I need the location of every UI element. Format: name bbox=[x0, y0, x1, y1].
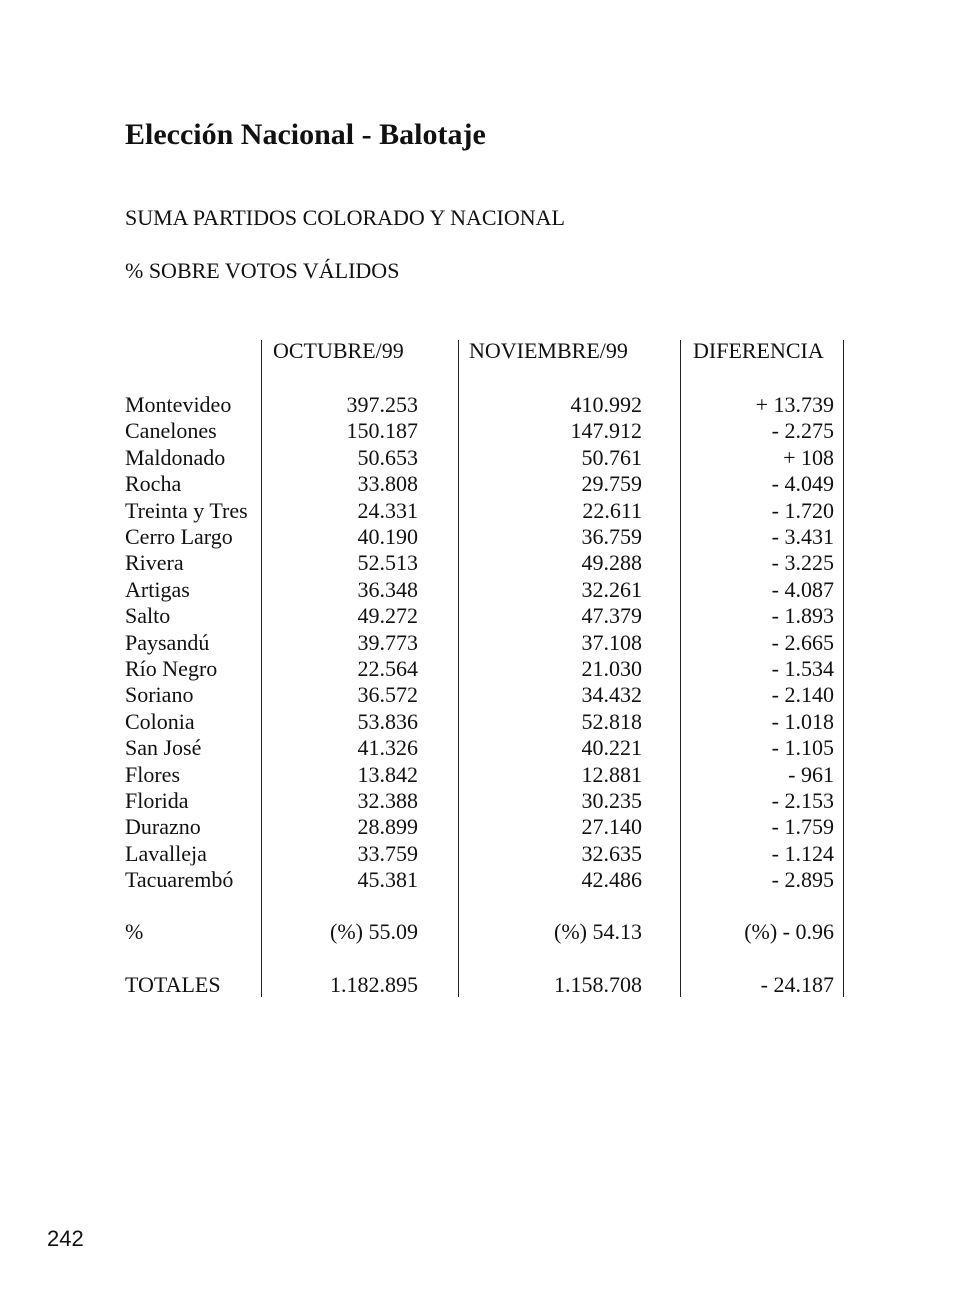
table-row bbox=[0, 867, 964, 893]
column-header-noviembre: NOVIEMBRE/99 bbox=[469, 338, 628, 363]
noviembre-cell: 27.140 bbox=[581, 814, 642, 840]
table-row bbox=[0, 735, 964, 761]
table-row bbox=[0, 762, 964, 788]
noviembre-cell: 49.288 bbox=[581, 550, 642, 576]
octubre-cell: 40.190 bbox=[357, 524, 418, 549]
page-number: 242 bbox=[47, 1226, 84, 1251]
noviembre-cell: 52.818 bbox=[581, 708, 642, 734]
department-cell: % bbox=[125, 919, 144, 944]
octubre-cell: 52.513 bbox=[357, 550, 418, 576]
octubre-cell: 13.842 bbox=[357, 761, 418, 787]
diferencia-cell: - 2.275 bbox=[771, 418, 834, 444]
octubre-cell: 32.388 bbox=[357, 788, 418, 813]
department-cell: Treinta y Tres bbox=[125, 497, 248, 523]
table-unit-note: % SOBRE VOTOS VÁLIDOS bbox=[125, 258, 400, 283]
diferencia-cell: - 961 bbox=[788, 761, 834, 787]
department-cell: Durazno bbox=[125, 814, 201, 840]
diferencia-cell: - 2.665 bbox=[771, 629, 834, 655]
column-header-octubre: OCTUBRE/99 bbox=[273, 338, 404, 363]
diferencia-cell: (%) - 0.96 bbox=[744, 919, 834, 944]
diferencia-cell: - 2.895 bbox=[771, 867, 834, 893]
department-cell: Flores bbox=[125, 761, 180, 787]
noviembre-cell: 36.759 bbox=[581, 524, 642, 549]
diferencia-cell: - 1.759 bbox=[771, 814, 834, 840]
department-cell: Canelones bbox=[125, 418, 217, 444]
octubre-cell: 397.253 bbox=[346, 392, 418, 417]
noviembre-cell: 410.992 bbox=[570, 392, 642, 417]
octubre-cell: 45.381 bbox=[357, 867, 418, 893]
table-row bbox=[0, 550, 964, 576]
noviembre-cell: 30.235 bbox=[581, 788, 642, 813]
table-row bbox=[0, 471, 964, 497]
column-header-diferencia: DIFERENCIA bbox=[693, 338, 824, 363]
noviembre-cell: (%) 54.13 bbox=[554, 919, 642, 944]
noviembre-cell: 147.912 bbox=[570, 418, 642, 444]
table-row bbox=[0, 788, 964, 814]
diferencia-cell: - 2.153 bbox=[771, 788, 834, 813]
noviembre-cell: 1.158.708 bbox=[554, 972, 642, 997]
department-cell: Rivera bbox=[125, 550, 184, 576]
diferencia-cell: - 24.187 bbox=[760, 972, 834, 997]
table-row bbox=[0, 498, 964, 524]
table-row bbox=[0, 814, 964, 840]
department-cell: Río Negro bbox=[125, 656, 218, 681]
diferencia-cell: - 1.534 bbox=[771, 656, 834, 681]
department-cell: Montevideo bbox=[125, 392, 232, 417]
octubre-cell: 53.836 bbox=[357, 708, 418, 734]
octubre-cell: (%) 55.09 bbox=[330, 919, 418, 944]
department-cell: Florida bbox=[125, 788, 189, 813]
noviembre-cell: 32.635 bbox=[581, 840, 642, 866]
octubre-cell: 33.808 bbox=[357, 471, 418, 497]
octubre-cell: 22.564 bbox=[357, 656, 418, 681]
table-row bbox=[0, 682, 964, 708]
noviembre-cell: 32.261 bbox=[581, 576, 642, 602]
octubre-cell: 28.899 bbox=[357, 814, 418, 840]
octubre-cell: 36.348 bbox=[357, 576, 418, 602]
diferencia-cell: + 108 bbox=[783, 444, 834, 470]
table-row bbox=[0, 418, 964, 444]
octubre-cell: 36.572 bbox=[357, 682, 418, 708]
department-cell: Rocha bbox=[125, 471, 182, 497]
noviembre-cell: 42.486 bbox=[581, 867, 642, 893]
diferencia-cell: - 1.893 bbox=[771, 603, 834, 629]
octubre-cell: 39.773 bbox=[357, 629, 418, 655]
diferencia-cell: - 4.087 bbox=[771, 576, 834, 602]
noviembre-cell: 21.030 bbox=[581, 656, 642, 681]
octubre-cell: 1.182.895 bbox=[330, 972, 418, 997]
department-cell: San José bbox=[125, 735, 202, 761]
table-row bbox=[0, 603, 964, 629]
octubre-cell: 150.187 bbox=[346, 418, 418, 444]
octubre-cell: 33.759 bbox=[357, 840, 418, 866]
department-cell: Maldonado bbox=[125, 444, 226, 470]
diferencia-cell: + 13.739 bbox=[755, 392, 834, 417]
totals-row bbox=[0, 972, 964, 998]
octubre-cell: 50.653 bbox=[357, 444, 418, 470]
table-subtitle: SUMA PARTIDOS COLORADO Y NACIONAL bbox=[125, 205, 565, 230]
department-cell: Cerro Largo bbox=[125, 524, 233, 549]
percent-row bbox=[0, 919, 964, 945]
diferencia-cell: - 4.049 bbox=[771, 471, 834, 497]
table-row bbox=[0, 656, 964, 682]
diferencia-cell: - 3.225 bbox=[771, 550, 834, 576]
diferencia-cell: - 3.431 bbox=[771, 524, 834, 549]
table-row bbox=[0, 524, 964, 550]
table-row bbox=[0, 630, 964, 656]
diferencia-cell: - 2.140 bbox=[771, 682, 834, 708]
diferencia-cell: - 1.105 bbox=[771, 735, 834, 761]
table-row bbox=[0, 392, 964, 418]
table-row bbox=[0, 709, 964, 735]
table-row bbox=[0, 445, 964, 471]
noviembre-cell: 47.379 bbox=[581, 603, 642, 629]
diferencia-cell: - 1.720 bbox=[771, 497, 834, 523]
department-cell: Soriano bbox=[125, 682, 194, 708]
noviembre-cell: 22.611 bbox=[582, 497, 642, 523]
department-cell: Lavalleja bbox=[125, 840, 207, 866]
octubre-cell: 24.331 bbox=[357, 497, 418, 523]
noviembre-cell: 37.108 bbox=[581, 629, 642, 655]
page-title: Elección Nacional - Balotaje bbox=[125, 118, 486, 151]
table-row bbox=[0, 841, 964, 867]
noviembre-cell: 34.432 bbox=[581, 682, 642, 708]
octubre-cell: 49.272 bbox=[357, 603, 418, 629]
department-cell: Colonia bbox=[125, 708, 195, 734]
octubre-cell: 41.326 bbox=[357, 735, 418, 761]
noviembre-cell: 29.759 bbox=[581, 471, 642, 497]
noviembre-cell: 40.221 bbox=[581, 735, 642, 761]
department-cell: Salto bbox=[125, 603, 171, 629]
department-cell: Artigas bbox=[125, 576, 190, 602]
department-cell: Paysandú bbox=[125, 629, 210, 655]
noviembre-cell: 50.761 bbox=[581, 444, 642, 470]
diferencia-cell: - 1.018 bbox=[771, 708, 834, 734]
table-row bbox=[0, 577, 964, 603]
department-cell: TOTALES bbox=[125, 972, 221, 997]
noviembre-cell: 12.881 bbox=[581, 761, 642, 787]
department-cell: Tacuarembó bbox=[125, 867, 234, 893]
diferencia-cell: - 1.124 bbox=[771, 840, 834, 866]
